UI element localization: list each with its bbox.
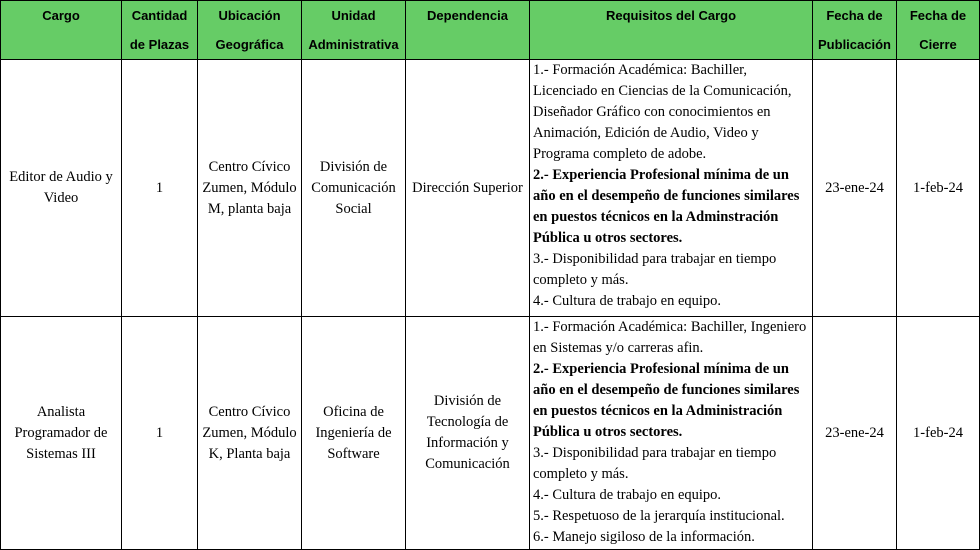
header-requisitos: Requisitos del Cargo xyxy=(530,1,813,60)
requisitos-cell xyxy=(530,317,813,550)
plazas-cell: 1 xyxy=(122,60,198,317)
fecha-cierre-cell: 1-feb-24 xyxy=(897,60,980,317)
fecha-publicacion-cell: 23-ene-24 xyxy=(813,60,897,317)
requisito-line: 1.- Formación Académica: Bachiller, Ingeniero en Sistemas y/o carreras afin. xyxy=(533,319,807,356)
plazas-cell: 1 xyxy=(122,317,198,550)
cargo-cell: Analista Programador de Sistemas III xyxy=(1,317,122,550)
requisito-line: 3.- Disponibilidad para trabajar en tiempo completo y más. xyxy=(533,251,777,288)
requisito-line: 4.- Cultura de trabajo en equipo. xyxy=(533,487,722,503)
requisito-line: 2.- Experiencia Profesional mínima de un año en el desempeño de funciones similares en puestos técnicos en la Adminstración Pública u otros sectores. xyxy=(533,167,800,246)
requisito-line: 6.- Manejo sigiloso de la información. xyxy=(533,529,755,545)
unidad-cell: Oficina de Ingeniería de Software xyxy=(302,317,406,550)
requisitos-cell xyxy=(530,60,813,317)
fecha-publicacion-cell: 23-ene-24 xyxy=(813,317,897,550)
unidad-cell: División de Comunicación Social xyxy=(302,60,406,317)
requisito-line: 3.- Disponibilidad para trabajar en tiempo completo y más. xyxy=(533,445,777,482)
header-dependencia: Dependencia xyxy=(406,1,530,60)
table-row xyxy=(1,60,980,317)
header-unidad: Unidad Administrativa xyxy=(302,1,406,60)
ubicacion-cell: Centro Cívico Zumen, Módulo M, planta baja xyxy=(198,60,302,317)
cargo-cell: Editor de Audio y Video xyxy=(1,60,122,317)
requisito-line: 5.- Respetuoso de la jerarquía institucional. xyxy=(533,508,785,524)
requisito-line: 2.- Experiencia Profesional mínima de un año en el desempeño de funciones similares en puestos técnicos en la Administración Pública u otros sectores. xyxy=(533,361,800,440)
table-row xyxy=(1,317,980,550)
header-fecha-publicacion: Fecha de Publicación xyxy=(813,1,897,60)
header-row xyxy=(1,1,980,60)
fecha-cierre-cell: 1-feb-24 xyxy=(897,317,980,550)
dependencia-cell: Dirección Superior xyxy=(406,60,530,317)
header-cantidad: Cantidad de Plazas xyxy=(122,1,198,60)
header-fecha-cierre: Fecha de Cierre xyxy=(897,1,980,60)
header-ubicacion: Ubicación Geográfica xyxy=(198,1,302,60)
header-cargo: Cargo xyxy=(1,1,122,60)
dependencia-cell: División de Tecnología de Información y Comunicación xyxy=(406,317,530,550)
requisito-line: 1.- Formación Académica: Bachiller, Licenciado en Ciencias de la Comunicación, Diseñador Gráfico con conocimientos en Animación, Edición de Audio, Video y Programa completo de adobe. xyxy=(533,62,792,162)
requisito-line: 4.- Cultura de trabajo en equipo. xyxy=(533,293,722,309)
ubicacion-cell: Centro Cívico Zumen, Módulo K, Planta baja xyxy=(198,317,302,550)
